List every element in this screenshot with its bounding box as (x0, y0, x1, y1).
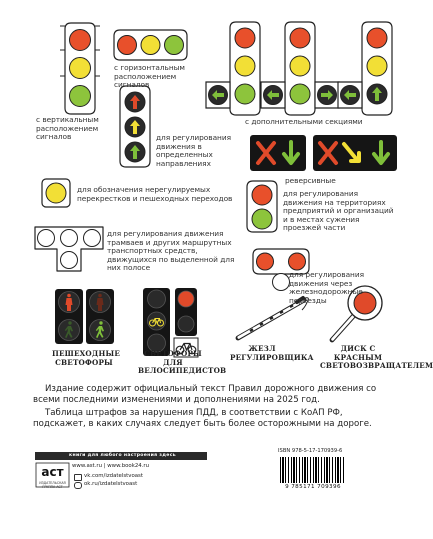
red-lamp (235, 28, 255, 48)
barcode-number: 9 785171 709396 (285, 484, 341, 490)
caption-reversible: реверсивные (285, 176, 336, 185)
isbn: ISBN 978-5-17-170939-6 (278, 448, 343, 454)
traffic-light-additional-left (206, 22, 260, 115)
bicycle-traffic-light-small (174, 288, 198, 357)
traffic-light-horizontal (114, 30, 187, 60)
paragraph-intro: Издание содержит официальный текст Правил дорожного движения со всеми последними изменениями и дополнениями на 2025 год. (33, 384, 377, 406)
green-lamp (235, 84, 255, 104)
pedestrian-light-red (55, 289, 83, 344)
publisher-group: ИЗДАТЕЛЬСКАЯ ГРУППА АСТ (39, 481, 66, 489)
caption-pedestrian: ПЕШЕХОДНЫЕ СВЕТОФОРЫ (52, 349, 120, 367)
publisher-strip-text: книги для любого настроения здесь (69, 453, 176, 458)
barcode (280, 457, 344, 483)
red-lamp (252, 185, 272, 205)
yellow-lamp (141, 36, 160, 55)
white-lamp (61, 230, 78, 247)
white-lamp (84, 230, 101, 247)
publisher-logo: аст (41, 465, 64, 479)
red-lamp (367, 28, 387, 48)
traffic-light-two-section (247, 181, 277, 232)
white-lamp (38, 230, 55, 247)
yellow-lamp (235, 56, 255, 76)
caption-directions: для регулирования движения в определенных направлениях (156, 133, 231, 168)
traffic-light-additional-both (261, 22, 339, 115)
publisher-vk: vk.com/izdatelstvoast (84, 473, 143, 479)
caption-disc: ДИСК С КРАСНЫМ СВЕТОВОЗВРАЩАТЕЛЕМ (320, 344, 433, 371)
white-lamp (61, 252, 78, 269)
red-lamp (290, 28, 310, 48)
green-lamp (290, 84, 310, 104)
reversible-signal-2 (313, 135, 397, 171)
yellow-lamp (367, 56, 387, 76)
caption-additional-sections: с дополнительными секциями (245, 117, 363, 126)
vk-icon (74, 474, 82, 481)
traffic-light-vertical (60, 23, 100, 114)
caption-unregulated: для обозначения нерегулируемых перекрестков и пешеходных переходов (77, 185, 233, 203)
bicycle-traffic-light (143, 288, 170, 356)
reversible-signal-1 (250, 135, 306, 171)
caption-railway: для регулирования движения через железнодорожные переезды (289, 270, 364, 305)
yellow-lamp (290, 56, 310, 76)
green-lamp (70, 86, 91, 107)
yellow-lamp (70, 58, 91, 79)
yellow-lamp (46, 183, 66, 203)
red-lamp (118, 36, 137, 55)
red-lamp (70, 30, 91, 51)
green-lamp (252, 209, 272, 229)
caption-bicycle: СВЕТОФОРЫ ДЛЯ ВЕЛОСИПЕДИСТОВ (138, 349, 227, 376)
publisher-sites: www.ast.ru | www.book24.ru (72, 463, 150, 469)
traffic-light-additional-up (338, 22, 392, 115)
traffic-light-tram (35, 227, 103, 271)
pedestrian-light-green (86, 289, 114, 344)
traffic-light-single-yellow (42, 179, 70, 207)
traffic-light-directional (120, 86, 150, 167)
caption-horizontal: с горизонтальным расположением сигналов (114, 63, 185, 90)
caption-trams: для регулирования движения трамваев и других маршрутных транспортных средств, движущихся по выделенной для них полосе (107, 229, 235, 273)
publisher-ok: ok.ru/izdatelstvoast (84, 481, 138, 487)
caption-baton: ЖЕЗЛ РЕГУЛИРОВЩИКА (230, 344, 314, 362)
red-lamp (289, 253, 306, 270)
red-lamp (257, 253, 274, 270)
paragraph-fines: Таблица штрафов за нарушения ПДД, в соответствии с КоАП РФ, подскажет, в каких случаях следует быть более осторожными на дороге. (33, 408, 372, 430)
green-lamp (165, 36, 184, 55)
caption-narrowing: для регулирования движения на территориях предприятий и организаций и в местах сужения проезжей части (283, 189, 394, 233)
caption-vertical: с вертикальным расположением сигналов (36, 115, 99, 142)
ok-icon (74, 482, 82, 489)
